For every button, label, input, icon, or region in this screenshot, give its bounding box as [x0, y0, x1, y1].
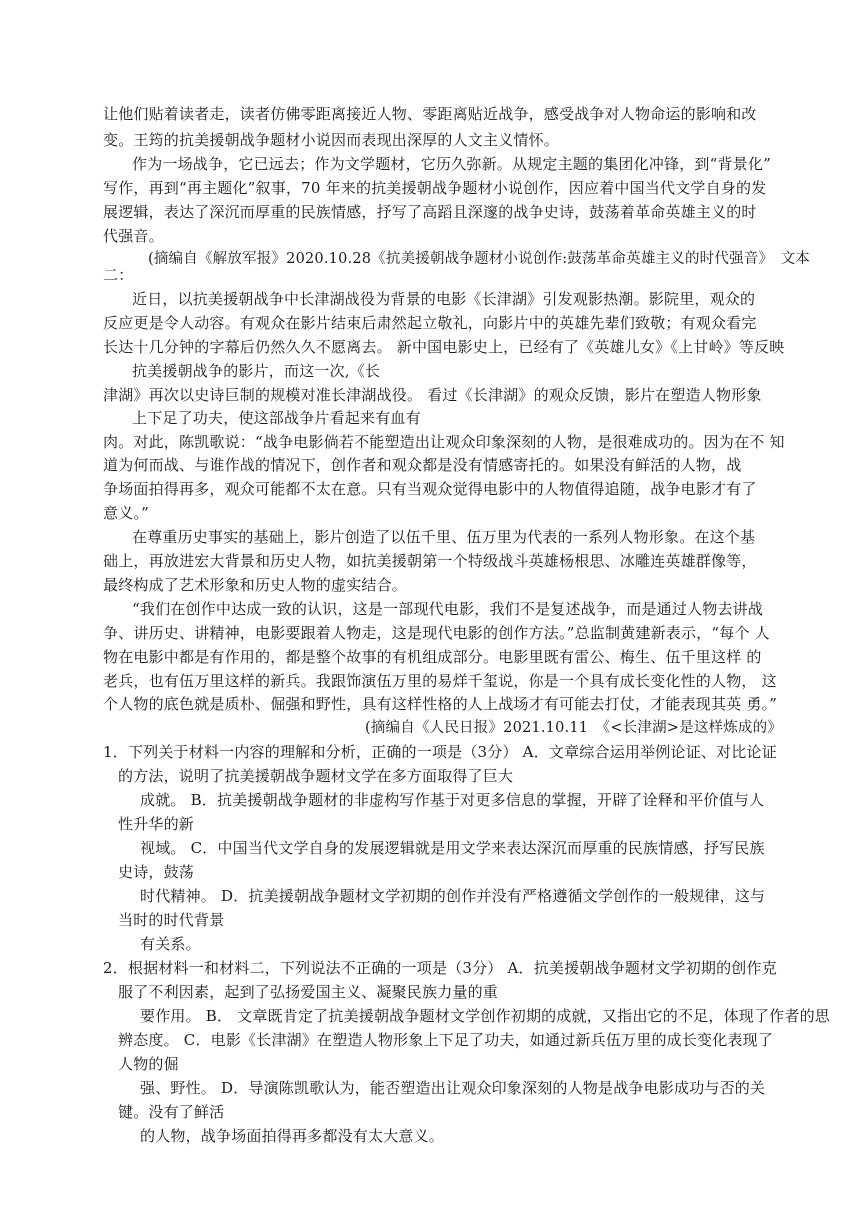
text-line: 础上，再放进宏大背景和历史人物，如抗美援朝第一个特级战斗英雄杨根思、冰雕连英雄群像等， [103, 552, 757, 570]
question-2-stem: 2．根据材料一和材料二，下列说法不正确的一项是（3分） A．抗美援朝战争题材文学初期的创作克 [103, 959, 777, 977]
source-citation: (摘编自《人民日报》2021.10.11 《<长津湖>是这样炼成的》 [365, 720, 783, 736]
text-line: 时代精神。 D．抗美援朝战争题材文学初期的创作并没有严格遵循文学创作的一般规律，这与 [140, 887, 766, 905]
text-line: 近日，以抗美援朝战争中长津湖战役为背景的电影《长津湖》引发观影热潮。影院里，观众的 [132, 290, 756, 308]
text-line: 视域。 C．中国当代文学自身的发展逻辑就是用文学来表达深沉而厚重的民族情感，抒写民族 [140, 839, 765, 857]
text-line: 的方法，说明了抗美援朝战争题材文学在多方面取得了巨大 [118, 767, 514, 785]
text-line: 争场面拍得再多，观众可能都不太在意。只有当观众觉得电影中的人物值得追随，战争电影才有了 [103, 480, 757, 498]
text-line: 作为一场战争，它已远去；作为文学题材，它历久弥新。从规定主题的集团化冲锋，到“背景化” [132, 155, 771, 173]
text-line: 物在电影中都是有作用的，都是整个故事的有机组成部分。电影里既有雷公、梅生、伍千里这样 的 [103, 648, 762, 666]
text-line: 上下足了功夫，使这部战争片看起来有血有 [132, 409, 421, 427]
question-1-stem: 1．下列关于材料一内容的理解和分析，正确的一项是（3分） A．文章综合运用举例论证、对比论证 [103, 743, 777, 761]
text-line: 在尊重历史事实的基础上，影片创造了以伍千里、伍万里为代表的一系列人物形象。在这个基 [132, 528, 756, 546]
text-line: 有关系。 [140, 935, 201, 953]
text-line: 的人物，战争场面拍得再多都没有太大意义。 [140, 1127, 445, 1145]
text-line: 津湖》再次以史诗巨制的规模对准长津湖战役。 看过《长津湖》的观众反馈，影片在塑造人物形象 [103, 386, 762, 404]
text-line: 成就。 B．抗美援朝战争题材的非虚构写作基于对更多信息的掌握，开辟了诠释和平价值与人 [140, 791, 765, 809]
text-line: 肉。对此，陈凯歌说：“战争电影倘若不能塑造出让观众印象深刻的人物，是很难成功的。因为在不 知 [103, 433, 785, 451]
text-line: 展逻辑，表达了深沉而厚重的民族情感，抒写了高蹈且深邃的战争史诗，鼓荡着革命英雄主义的时 [103, 203, 757, 221]
text-line: 长达十几分钟的字幕后仍然久久不愿离去。 新中国电影史上，已经有了《英雄儿女》《上甘岭》等反映 [103, 338, 785, 356]
source-citation: (摘编自《解放军报》2020.10.28《抗美援朝战争题材小说创作:鼓荡革命英雄主义的时代强音》 文本 [148, 251, 811, 267]
text-line: 强、野性。 D．导演陈凯歌认为，能否塑造出让观众印象深刻的人物是战争电影成功与否的关 [140, 1079, 766, 1097]
text-line: 要作用。 B． 文章既肯定了抗美援朝战争题材文学创作初期的成就，又指出它的不足，体现了作者的思 [140, 1007, 830, 1025]
text-line: 抗美援朝战争的影片，而这一次,《长 [132, 362, 381, 380]
text-line: 人物的倔 [118, 1055, 179, 1073]
text-line: 二： [103, 266, 134, 284]
text-line: 反应更是令人动容。有观众在影片结束后肃然起立敬礼，向影片中的英雄先辈们致敬；有观众看完 [103, 314, 757, 332]
text-line: 变。王筠的抗美援朝战争题材小说因而表现出深厚的人文主义情怀。 [103, 131, 560, 149]
text-line: 史诗，鼓荡 [118, 863, 195, 881]
text-line: 服了不利因素，起到了弘扬爱国主义、凝聚民族力量的重 [118, 983, 499, 1001]
text-line: 个人物的底色就是质朴、倔强和野性，具有这样性格的人上战场才有可能去打仗，才能表现其英 勇。” [103, 695, 778, 713]
text-line: 意义。” [103, 504, 149, 522]
text-line: 争、讲历史、讲精神，电影要跟着人物走，这是现代电影的创作方法。”总监制黄建新表示，“每个 人 [103, 624, 770, 642]
text-line: 老兵，也有伍万里这样的新兵。我跟饰演伍万里的易烊千玺说，你是一个具有成长变化性的人物， 这 [103, 672, 777, 690]
text-line: 性升华的新 [118, 815, 195, 833]
text-line: 辨态度。 C．电影《长津湖》在塑造人物形象上下足了功夫，如通过新兵伍万里的成长变化表现了 [118, 1031, 774, 1049]
text-line: 当时的时代背景 [118, 911, 225, 929]
text-line: 代强音。 [103, 227, 164, 245]
text-line: 道为何而战、与谁作战的情况下，创作者和观众都是没有情感寄托的。如果没有鲜活的人物，战 [103, 456, 742, 474]
text-line: 写作，再到“再主题化”叙事，70 年来的抗美援朝战争题材小说创作，因应着中国当代文学自身的发 [103, 179, 767, 197]
text-line: 最终构成了艺术形象和历史人物的虚实结合。 [103, 576, 408, 594]
text-line: “我们在创作中达成一致的认识，这是一部现代电影，我们不是复述战争，而是通过人物去讲战 [132, 600, 764, 618]
text-line: 让他们贴着读者走，读者仿佛零距离接近人物、零距离贴近战争，感受战争对人物命运的影响和改 [103, 105, 757, 123]
text-line: 键。没有了鲜活 [118, 1103, 225, 1121]
